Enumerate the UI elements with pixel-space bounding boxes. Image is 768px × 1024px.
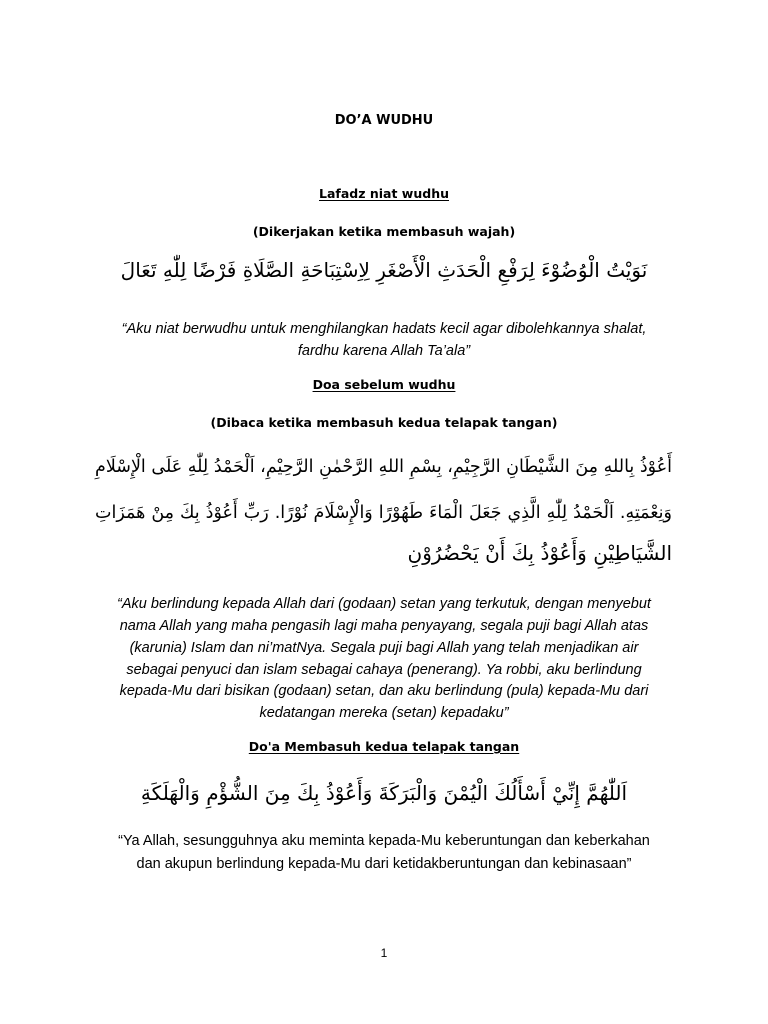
translation-line: kedatangan mereka (setan) kepadaku” [259,705,509,721]
page-number: 1 [380,946,388,960]
translation-line: (karunia) Islam dan ni’matNya. Segala puji bagi Allah yang telah menjadikan air [129,640,639,656]
section-heading-sebelum-wudhu [0,376,768,394]
arabic-line: اَللّٰهُمَّ إِنِّيْ أَسْأَلُكَ الْيُمْنَ وَالْبَرَكَةَ وَأَعُوْذُ بِكَ مِنَ الشُّؤْمِ وَالْهَلَكَةِ [140,781,628,805]
arabic-line: الشَّيَاطِيْنِ وَأَعُوْذُ بِكَ أَنْ يَحْضُرُوْنِ [407,541,672,565]
document-title: DO’A WUDHU [334,113,434,128]
translation-line: dan akupun berlindung kepada-Mu dari ketidakberuntungan dan kebinasaan” [136,856,632,872]
translation-line: “Ya Allah, sesungguhnya aku meminta kepada-Mu keberuntungan dan keberkahan [118,833,650,849]
section-heading-niat [0,185,768,203]
translation-line: sebagai penyuci dan islam sebagai cahaya (penerang). Ya robbi, aku berlindung [126,662,642,678]
section-instruction: (Dibaca ketika membasuh kedua telapak tangan) [210,415,558,430]
translation-line: nama Allah yang maha pengasih lagi maha penyayang, segala puji bagi Allah atas [119,618,649,634]
arabic-line: أَعُوْذُ بِاللهِ مِنَ الشَّيْطَانِ الرَّجِيْمِ، بِسْمِ اللهِ الرَّحْمٰنِ الرَّحِيْمِ، اَلْحَمْدُ لِلّٰهِ عَلَى الْإِسْلَامِ [95,457,672,477]
section-heading-text: Lafadz niat wudhu [319,186,449,201]
section-instruction: (Dikerjakan ketika membasuh wajah) [252,224,516,239]
section-heading-text: Do'a Membasuh kedua telapak tangan [248,739,520,754]
section-heading-text: Doa sebelum wudhu [312,377,456,392]
section-heading-membasuh [0,738,768,756]
translation-line: “Aku berlindung kepada Allah dari (godaan) setan yang terkutuk, dengan menyebut [117,596,651,612]
translation-line: fardhu karena Allah Ta’ala” [297,343,471,359]
arabic-line: وَنِعْمَتِهِ. اَلْحَمْدُ لِلّٰهِ الَّذِي جَعَلَ الْمَاءَ طَهُوْرًا وَالْإِسْلَامَ نُوْرًا. رَبِّ أَعُوْذُ بِكَ مِنْ هَمَزَاتِ [95,503,672,523]
translation-line: “Aku niat berwudhu untuk menghilangkan hadats kecil agar dibolehkannya shalat, [121,321,647,337]
translation-line: kepada-Mu dari bisikan (godaan) setan, dan aku berlindung (pula) kepada-Mu dari [119,683,649,699]
arabic-line: نَوَيْتُ الْوُضُوْءَ لِرَفْعِ الْحَدَثِ الْأَصْغَرِ لِاِسْتِبَاحَةِ الصَّلَاةِ فَرْضًا لِلّٰهِ تَعَالَ [120,258,648,282]
